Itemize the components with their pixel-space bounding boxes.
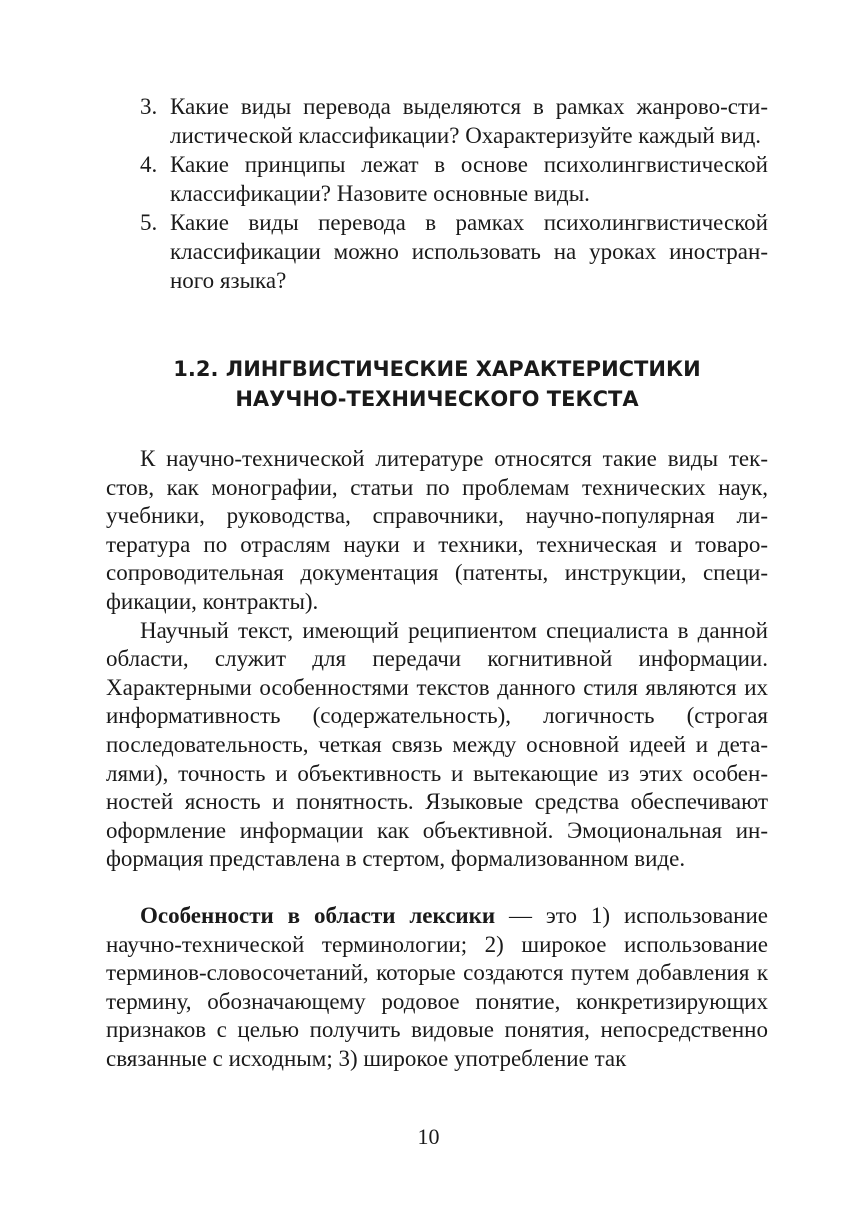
question-item	[106, 92, 768, 150]
question-item	[106, 208, 768, 295]
lexicon-text: — это 1) использование научно-технической терминологии; 2) широкое использование терминов-словосочетаний, которые создаются путем добавления к термину, обозначающему родовое понятие, конкретизирующих признаков с целью получить видовые понятия, непосредственно связанные с исходным; 3) широкое употребление так	[106, 902, 768, 1071]
body-paragraph: К научно-технической литературе относятся такие виды текстов, как монографии, статьи по проблемам технических наук, учебники, руководства, справочники, научно-популярная литература по отраслям науки и техники, техническая и товаросопроводительная документация (патенты, инструкции, спецификации, контракты).	[106, 446, 768, 614]
lexicon-paragraph	[106, 902, 768, 1074]
question-text: Какие виды перевода выделяются в рамках жанрово-стилистической классификации? Охарактеризуйте каждый вид.	[170, 94, 768, 148]
page-content	[106, 92, 768, 1073]
page-number: 10	[417, 1124, 440, 1149]
question-text: Какие виды перевода в рамках психолингвистической классификации можно использовать на уроках иностранного языка?	[170, 210, 768, 293]
question-number: 3.	[140, 94, 158, 119]
question-number: 5.	[140, 210, 158, 235]
lexicon-term: Особенности в области лексики	[140, 902, 496, 928]
question-item	[106, 150, 768, 208]
question-text: Какие принципы лежат в основе психолингвистической классификации? Назовите основные виды.	[170, 152, 768, 206]
review-questions-list	[106, 92, 768, 295]
body-paragraph: Научный текст, имеющий реципиентом специалиста в данной области, служит для передачи когнитивной информации. Характерными особенностями текстов данного стиля являются их информативность (содержательность), логичность (строгая последовательность, четкая связь между основной идеей и деталями), точность и объективность и вытекающие из этих особенностей ясность и понятность. Языковые средства обеспечивают оформление информации как объективной. Эмоциональная информация представлена в стертом, формализованном виде.	[106, 617, 768, 872]
question-number: 4.	[140, 152, 158, 177]
section-heading-line-2: НАУЧНО-ТЕХНИЧЕСКОГО ТЕКСТА	[235, 387, 639, 411]
section-heading	[106, 354, 768, 414]
section-heading-line-1: 1.2. ЛИНГВИСТИЧЕСКИЕ ХАРАКТЕРИСТИКИ	[173, 357, 701, 381]
